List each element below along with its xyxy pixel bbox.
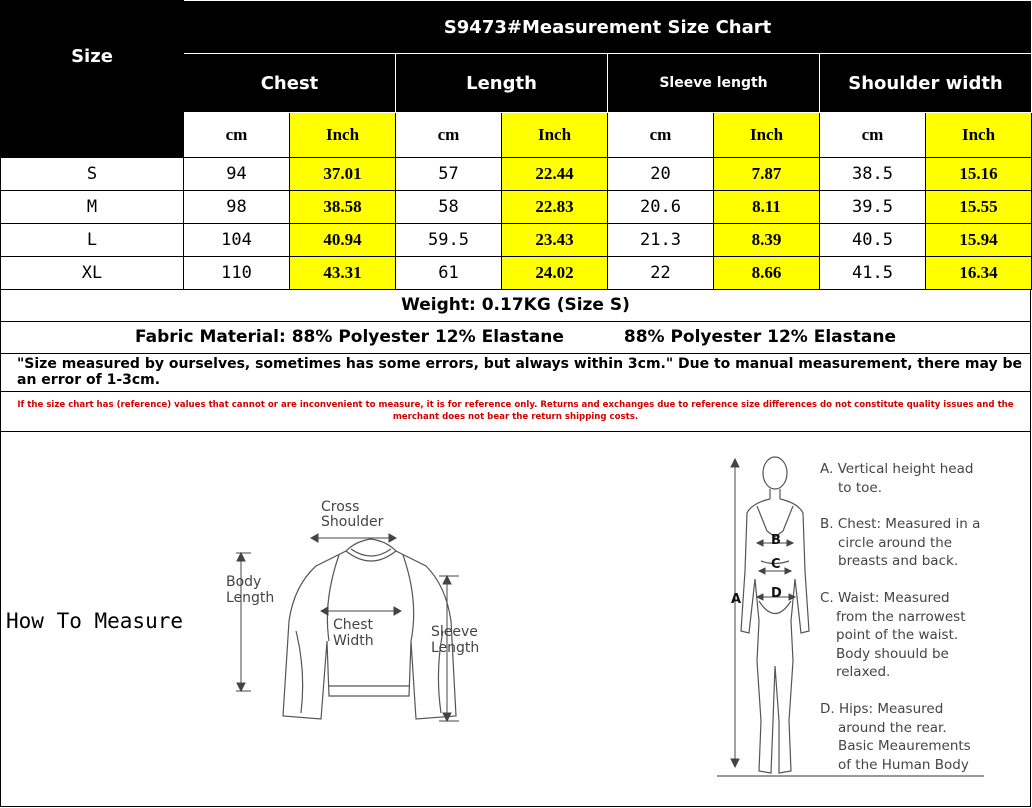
value-inch: 15.16 xyxy=(926,158,1032,191)
size-label: L xyxy=(1,224,184,257)
unit-inch: Inch xyxy=(502,113,608,158)
marker-d: D xyxy=(771,586,782,601)
unit-cm: cm xyxy=(396,113,502,158)
value-inch: 38.58 xyxy=(290,191,396,224)
desc-b-1: B. Chest: Measured in a xyxy=(820,516,981,532)
unit-inch: Inch xyxy=(290,113,396,158)
desc-a-2: to toe. xyxy=(838,480,882,496)
fabric-composition: 88% Polyester 12% Elastane xyxy=(623,327,896,347)
value-cm: 40.5 xyxy=(820,224,926,257)
value-cm: 41.5 xyxy=(820,257,926,290)
measurement-note: "Size measured by ourselves, sometimes has some errors, but always within 3cm." Due to manual measurement, there may be an error of 1-3cm. xyxy=(0,353,1031,392)
unit-cm: cm xyxy=(820,113,926,158)
sleeve-label: Sleeve xyxy=(431,624,478,640)
column-chest: Chest xyxy=(184,54,396,113)
value-inch: 15.55 xyxy=(926,191,1032,224)
fabric-material: Fabric Material: 88% Polyester 12% Elastane xyxy=(134,327,564,347)
table-row xyxy=(1,224,1032,257)
unit-inch: Inch xyxy=(926,113,1032,158)
body-diagram xyxy=(717,451,1017,791)
weight-info: Weight: 0.17KG (Size S) xyxy=(0,289,1031,322)
value-inch: 43.31 xyxy=(290,257,396,290)
value-cm: 110 xyxy=(184,257,290,290)
size-label: M xyxy=(1,191,184,224)
value-inch: 40.94 xyxy=(290,224,396,257)
desc-d-2: around the rear. xyxy=(838,720,947,736)
value-cm: 38.5 xyxy=(820,158,926,191)
table-row xyxy=(1,158,1032,191)
value-cm: 57 xyxy=(396,158,502,191)
size-label: S xyxy=(1,158,184,191)
desc-d-3: Basic Meaurements xyxy=(838,738,971,754)
cross-label-1: Cross xyxy=(321,499,360,515)
table-row xyxy=(1,191,1032,224)
measure-section xyxy=(0,431,1031,807)
unit-cm: cm xyxy=(608,113,714,158)
value-inch: 22.44 xyxy=(502,158,608,191)
desc-d-4: of the Human Body xyxy=(838,757,969,773)
value-inch: 7.87 xyxy=(714,158,820,191)
value-cm: 104 xyxy=(184,224,290,257)
size-label: XL xyxy=(1,257,184,290)
marker-a: A xyxy=(731,592,742,607)
desc-c-1: C. Waist: Measured xyxy=(820,590,950,606)
value-inch: 23.43 xyxy=(502,224,608,257)
value-inch: 8.39 xyxy=(714,224,820,257)
column-shoulder-width: Shoulder width xyxy=(820,54,1032,113)
desc-c-4: Body shouuld be xyxy=(836,646,949,662)
chest-label: Chest xyxy=(333,617,374,633)
marker-b: B xyxy=(771,533,781,548)
unit-cm: cm xyxy=(184,113,290,158)
how-to-measure-label: How To Measure xyxy=(6,609,184,633)
size-header-blank xyxy=(1,113,184,158)
garment-diagram xyxy=(211,491,511,731)
desc-c-2: from the narrowest xyxy=(836,609,966,625)
value-inch: 8.11 xyxy=(714,191,820,224)
value-cm: 22 xyxy=(608,257,714,290)
column-length: Length xyxy=(396,54,608,113)
value-inch: 15.94 xyxy=(926,224,1032,257)
value-cm: 61 xyxy=(396,257,502,290)
desc-c-5: relaxed. xyxy=(836,664,891,680)
size-header: Size xyxy=(1,1,184,113)
value-cm: 98 xyxy=(184,191,290,224)
sleeve-length-label: Length xyxy=(431,640,480,656)
unit-inch: Inch xyxy=(714,113,820,158)
value-cm: 20.6 xyxy=(608,191,714,224)
value-inch: 16.34 xyxy=(926,257,1032,290)
desc-c-3: point of the waist. xyxy=(836,627,959,643)
value-inch: 8.66 xyxy=(714,257,820,290)
body-length-label: Length xyxy=(226,590,275,606)
marker-c: C xyxy=(771,557,781,572)
value-cm: 94 xyxy=(184,158,290,191)
desc-b-2: circle around the xyxy=(838,535,953,551)
desc-d-1: D. Hips: Measured xyxy=(820,701,944,717)
chart-title: S9473#Measurement Size Chart xyxy=(184,1,1032,54)
value-cm: 39.5 xyxy=(820,191,926,224)
body-label: Body xyxy=(226,574,262,590)
size-chart-table xyxy=(0,0,1032,290)
disclaimer: If the size chart has (reference) values that cannot or are inconvenient to measure, it is for reference only. Returns and exchanges due to reference size differences do not constitute quality issues and the merchant does not bear the return shipping costs. xyxy=(0,391,1031,432)
value-cm: 20 xyxy=(608,158,714,191)
value-cm: 21.3 xyxy=(608,224,714,257)
desc-b-3: breasts and back. xyxy=(838,553,959,569)
value-inch: 22.83 xyxy=(502,191,608,224)
chest-width-label: Width xyxy=(333,633,374,649)
table-row xyxy=(1,257,1032,290)
column-sleeve-length: Sleeve length xyxy=(608,54,820,113)
value-cm: 59.5 xyxy=(396,224,502,257)
desc-a-1: A. Vertical height head xyxy=(820,461,974,477)
value-cm: 58 xyxy=(396,191,502,224)
value-inch: 37.01 xyxy=(290,158,396,191)
fabric-info xyxy=(0,321,1031,354)
value-inch: 24.02 xyxy=(502,257,608,290)
shoulder-label: Shoulder xyxy=(321,514,384,530)
